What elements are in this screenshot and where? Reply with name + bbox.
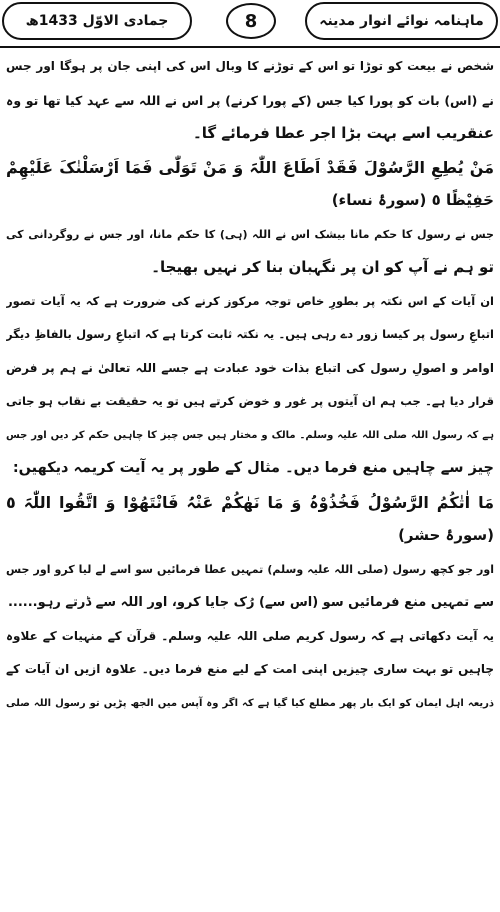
text-line: ہے کہ رسول اللہ صلی اللہ علیہ وسلم۔ مالک و مختار ہیں جس چیز کا چاہیں حکم کر دیں اور جس — [6, 429, 494, 441]
text-line: ذریعہ اہل ایمان کو ایک بار پھر مطلع کیا گیا ہے کہ اگر وہ آپس میں الجھ پڑیں تو رسول اللہ صلی — [6, 697, 494, 709]
magazine-title: ماہنامہ نوائے انوار مدینہ — [305, 2, 498, 40]
text-line: یہ آیت دکھاتی ہے کہ رسول کریم صلی اللہ علیہ وسلم۔ قرآن کے منہیات کے علاوہ — [6, 628, 494, 643]
verse-reference: حَفِیْظًا ٥ (سورۂ نساء) — [331, 191, 494, 209]
text-line: شخص نے بیعت کو توڑا تو اس کے توڑنے کا وبال اس کی اپنی جان پر ہوگا اور جس — [6, 59, 494, 73]
page-header — [2, 2, 498, 42]
text-line: قرار دیا ہے۔ جب ہم ان آیتوں پر غور و خوض کرتے ہیں تو یہ حقیقت بے نقاب ہو جاتی — [6, 394, 494, 408]
text-line: چاہیں تو بہت ساری چیزیں اپنی امت کے لیے منع فرما دیں۔ علاوہ ازیں ان آیات کے — [6, 662, 494, 676]
verse-reference: (سورۂ حشر) — [398, 526, 494, 544]
text-line: چیز سے چاہیں منع فرما دیں۔ مثال کے طور پر یہ آیت کریمہ دیکھیں: — [12, 460, 494, 476]
text-line: ان آیات کے اس نکتہ پر بطورِ خاص توجہ مرکوز کرنے کی ضرورت ہے کہ یہ آیات تصور — [6, 293, 494, 308]
article-body — [6, 50, 494, 912]
text-line: اتباعِ رسول پر کیسا زور دے رہی ہیں۔ یہ نکتہ ثابت کرتا ہے کہ اتباعِ رسول بالفاظِ دیگر — [6, 327, 494, 341]
quran-verse-line: مَنْ یُطِعِ الرَّسُوْلَ فَقَدْ اَطَاعَ اللّٰہَ وَ مَنْ تَوَلّٰی فَمَا اَرْسَلْنٰکَ عَلَیْھِمْ — [6, 157, 494, 177]
text-line: جس نے رسول کا حکم مانا بیشک اس نے اللہ (ہی) کا حکم مانا، اور جس نے روگردانی کی — [6, 227, 494, 241]
text-line: اور جو کچھ رسول (صلی اللہ علیہ وسلم) تمہیں عطا فرمائیں سو اسے لے لیا کرو اور جس — [6, 562, 494, 576]
issue-date: جمادی الاوّل 1433ھ — [2, 2, 192, 40]
page-number: 8 — [226, 3, 276, 39]
text-line: سے تمہیں منع فرمائیں سو (اس سے) رُک جایا کرو، اور اللہ سے ڈرتے رہو...... — [7, 595, 494, 610]
header-divider — [0, 46, 500, 48]
text-line: عنقریب اسے بہت بڑا اجر عطا فرمائے گا۔ — [192, 124, 494, 142]
text-line: تو ہم نے آپ کو ان پر نگہبان بنا کر نہیں بھیجا۔ — [151, 258, 494, 276]
quran-verse-line: مَا اٰتٰکُمُ الرَّسُوْلُ فَخُذُوْہُ وَ مَا نَھٰکُمْ عَنْہُ فَانْتَھُوْا وَ اتَّقُوا اللّٰہَ ٥ — [6, 492, 494, 512]
text-line: اوامر و اصولِ رسول کی اتباع بذات خود عبادت ہے جسے اللہ تعالیٰ نے ہم پر فرض — [6, 360, 494, 375]
text-line: نے (اس) بات کو پورا کیا جس (کے پورا کرنے) پر اس نے اللہ سے عہد کیا تھا تو وہ — [6, 92, 494, 108]
